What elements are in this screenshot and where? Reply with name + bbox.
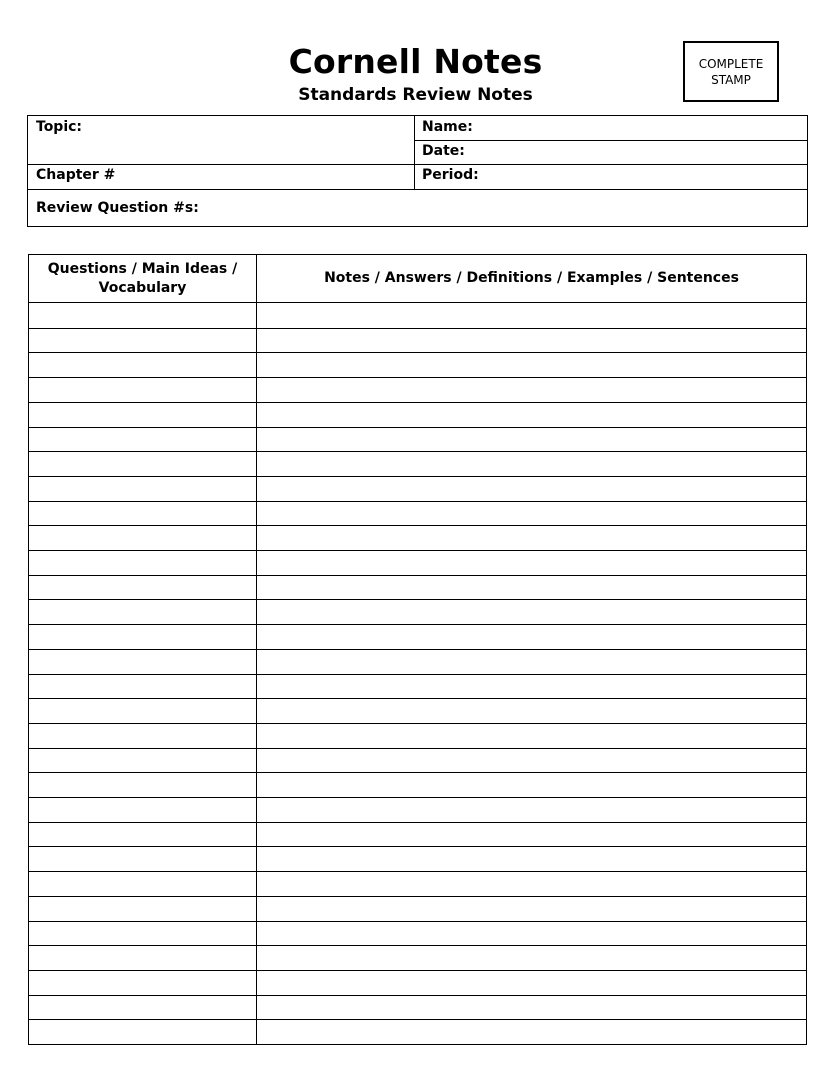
row-divider — [29, 501, 806, 502]
row-divider — [29, 970, 806, 971]
row-divider — [29, 1019, 806, 1020]
notes-cell[interactable] — [257, 550, 806, 575]
row-divider — [29, 896, 806, 897]
row-divider — [29, 822, 806, 823]
question-cell[interactable] — [29, 797, 256, 822]
question-cell[interactable] — [29, 303, 256, 328]
notes-cell[interactable] — [257, 846, 806, 871]
question-cell[interactable] — [29, 550, 256, 575]
question-cell[interactable] — [29, 822, 256, 847]
chapter-label: Chapter # — [36, 167, 116, 183]
question-cell[interactable] — [29, 921, 256, 946]
notes-cell[interactable] — [257, 328, 806, 353]
period-label: Period: — [422, 167, 479, 183]
row-divider — [29, 377, 806, 378]
chapter-field[interactable] — [28, 164, 414, 189]
info-section — [27, 115, 808, 227]
question-cell[interactable] — [29, 748, 256, 773]
question-cell[interactable] — [29, 698, 256, 723]
row-divider — [29, 575, 806, 576]
question-cell[interactable] — [29, 1019, 256, 1044]
question-cell[interactable] — [29, 402, 256, 427]
date-field[interactable] — [414, 140, 808, 164]
date-label: Date: — [422, 143, 465, 159]
question-cell[interactable] — [29, 649, 256, 674]
notes-cell[interactable] — [257, 995, 806, 1020]
notes-cell[interactable] — [257, 797, 806, 822]
row-divider — [29, 624, 806, 625]
topic-label: Topic: — [36, 119, 83, 135]
question-cell[interactable] — [29, 871, 256, 896]
question-cell[interactable] — [29, 575, 256, 600]
row-divider — [29, 995, 806, 996]
row-divider — [29, 402, 806, 403]
notes-table — [28, 254, 807, 1045]
name-field[interactable] — [414, 116, 808, 140]
row-divider — [29, 328, 806, 329]
row-divider — [29, 748, 806, 749]
notes-cell[interactable] — [257, 575, 806, 600]
row-divider — [29, 772, 806, 773]
question-cell[interactable] — [29, 846, 256, 871]
notes-cell[interactable] — [257, 748, 806, 773]
questions-column-header-label: Questions / Main Ideas / Vocabulary — [47, 260, 238, 296]
notes-cell[interactable] — [257, 476, 806, 501]
row-divider — [29, 451, 806, 452]
row-divider — [29, 797, 806, 798]
review-question-field[interactable] — [28, 189, 808, 227]
notes-cell[interactable] — [257, 723, 806, 748]
row-divider — [29, 352, 806, 353]
notes-cell[interactable] — [257, 624, 806, 649]
question-cell[interactable] — [29, 723, 256, 748]
notes-cell[interactable] — [257, 427, 806, 452]
question-cell[interactable] — [29, 377, 256, 402]
question-cell[interactable] — [29, 624, 256, 649]
notes-column-header-label: Notes / Answers / Definitions / Examples / Sentences — [324, 270, 739, 286]
row-divider — [29, 698, 806, 699]
question-cell[interactable] — [29, 599, 256, 624]
notes-cell[interactable] — [257, 525, 806, 550]
notes-cell[interactable] — [257, 674, 806, 699]
stamp-label-line1: COMPLETE — [698, 56, 764, 71]
row-divider — [29, 945, 806, 946]
row-divider — [29, 649, 806, 650]
notes-cell[interactable] — [257, 377, 806, 402]
row-divider — [29, 674, 806, 675]
row-divider — [29, 476, 806, 477]
notes-cell[interactable] — [257, 352, 806, 377]
question-cell[interactable] — [29, 352, 256, 377]
notes-cell[interactable] — [257, 921, 806, 946]
notes-cell[interactable] — [257, 970, 806, 995]
question-cell[interactable] — [29, 970, 256, 995]
page-subtitle: Standards Review Notes — [298, 85, 533, 105]
notes-column-header — [257, 255, 806, 302]
notes-cell[interactable] — [257, 896, 806, 921]
question-cell[interactable] — [29, 945, 256, 970]
notes-cell[interactable] — [257, 1019, 806, 1044]
question-cell[interactable] — [29, 995, 256, 1020]
name-label: Name: — [422, 119, 473, 135]
row-divider — [29, 599, 806, 600]
notes-cell[interactable] — [257, 402, 806, 427]
row-divider — [29, 550, 806, 551]
question-cell[interactable] — [29, 476, 256, 501]
question-cell[interactable] — [29, 525, 256, 550]
review-question-label: Review Question #s: — [36, 200, 199, 216]
question-cell[interactable] — [29, 772, 256, 797]
notes-cell[interactable] — [257, 698, 806, 723]
notes-cell[interactable] — [257, 822, 806, 847]
notes-cell[interactable] — [257, 303, 806, 328]
period-field[interactable] — [414, 164, 808, 189]
row-divider — [29, 723, 806, 724]
row-divider — [29, 921, 806, 922]
row-divider — [29, 525, 806, 526]
row-divider — [29, 427, 806, 428]
question-cell[interactable] — [29, 674, 256, 699]
notes-cell[interactable] — [257, 871, 806, 896]
notes-cell[interactable] — [257, 649, 806, 674]
notes-cell[interactable] — [257, 501, 806, 526]
page-title: Cornell Notes — [288, 42, 543, 81]
row-divider — [29, 846, 806, 847]
notes-cell[interactable] — [257, 772, 806, 797]
complete-stamp-box — [683, 41, 779, 102]
question-cell[interactable] — [29, 451, 256, 476]
row-divider — [29, 871, 806, 872]
question-cell[interactable] — [29, 427, 256, 452]
question-cell[interactable] — [29, 501, 256, 526]
topic-field[interactable] — [28, 116, 414, 164]
questions-column-header — [29, 255, 256, 302]
question-cell[interactable] — [29, 896, 256, 921]
notes-cell[interactable] — [257, 599, 806, 624]
question-cell[interactable] — [29, 328, 256, 353]
stamp-label-line2: STAMP — [711, 72, 751, 87]
notes-cell[interactable] — [257, 451, 806, 476]
notes-cell[interactable] — [257, 945, 806, 970]
